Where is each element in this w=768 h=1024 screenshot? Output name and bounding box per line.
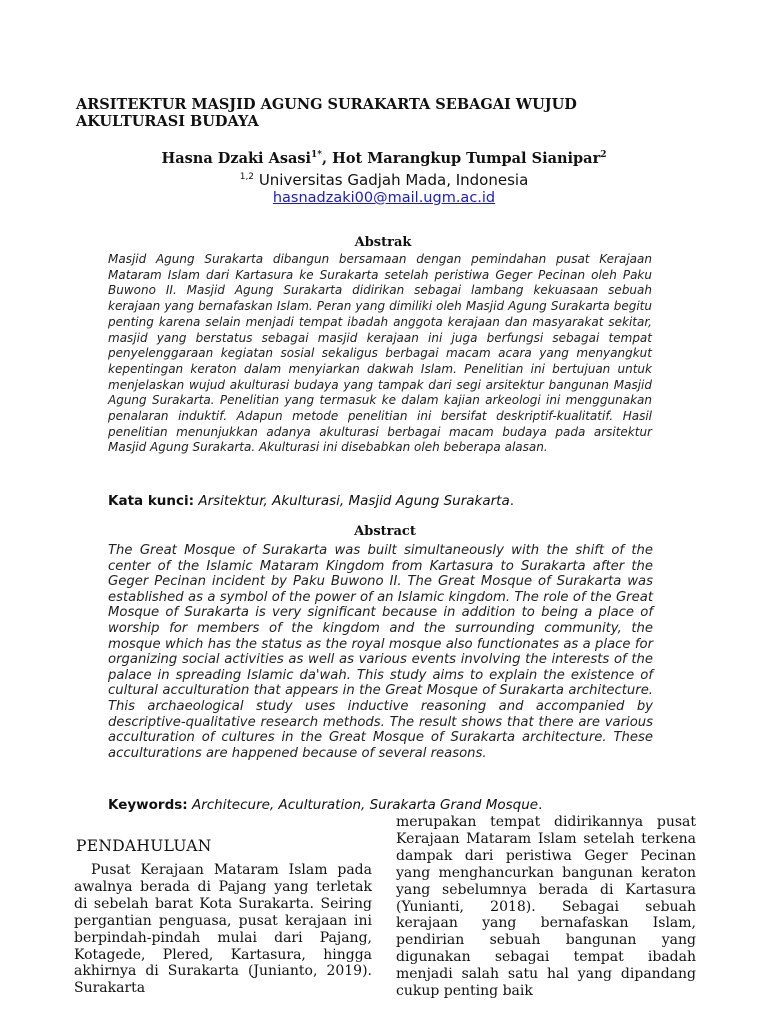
author-line [0,150,768,168]
author-separator: , [322,150,333,167]
kata-kunci [108,493,668,510]
abstract-body: The Great Mosque of Surakarta was built simultaneously with the shift of the center of the Islamic Mataram Kingdom from Kartasura to Surakarta after the Geger Pecinan incident by Paku Buwono II. The Great Mosque of Surakarta was established as a symbol of the power of an Islamic kingdom. The role of the Great Mosque of Surakarta is very significant because in addition to being a place of worship for members of the kingdom and the surrounding community, the mosque which has the status as the royal mosque also functionates as a place for organizing social activities as well as various events involving the interests of the palace in spreading Islamic da'wah. This study aims to explain the existence of cultural acculturation that appears in the Great Mosque of Surakarta architecture. This archaeological study uses inductive reasoning and accompanied by descriptive-qualitative research methods. The result shows that there are various acculturation of cultures in the Great Mosque of Surakarta architecture. These acculturations are happened because of several reasons. [108,543,653,761]
affiliation-superscript: 1,2 [239,172,255,182]
author-2-superscript: 2 [600,150,607,161]
email-line [0,189,768,207]
email-link[interactable]: hasnadzaki00@mail.ugm.ac.id [272,190,496,206]
intro-right-column: merupakan tempat didirikannya pusat Kerajaan Mataram Islam setelah terkena dampak dari peristiwa Geger Pecinan yang menghancurkan bangunan keraton yang sebelumnya berada di Kartasura (Yunianti, 2018). Sebagai sebuah kerajaan yang bernafaskan Islam, pendirian sebuah bangunan yang digunakan sebagai tempat ibadah menjadi salah satu hal yang dipandang cukup penting baik [396,814,696,1000]
abstrak-body: Masjid Agung Surakarta dibangun bersamaan dengan pemindahan pusat Kerajaan Mataram Islam dari Kartasura ke Surakarta setelah peristiwa Geger Pecinan oleh Paku Buwono II. Masjid Agung Surakarta didirikan sebagai lambang kekuasaan sebuah kerajaan yang bernafaskan Islam. Peran yang dimiliki oleh Masjid Agung Surakarta begitu penting karena selain menjadi tempat ibadah anggota kerajaan dan masyarakat sekitar, masjid yang berstatus sebagai masjid kerajaan ini juga berfungsi sebagai tempat penyelenggaraan kegiatan sosial sekaligus berbagai macam acara yang menyangkut kepentingan keraton dalam menyiarkan dakwah Islam. Penelitian ini bertujuan untuk menjelaskan wujud akulturasi budaya yang tampak dari segi arsitektur bangunan Masjid Agung Surakarta. Penelitian yang termasuk ke dalam kajian arkeologi ini menggunakan penalaran induktif. Adapun metode penelitian ini bersifat deskriptif-kualitatif. Hasil penelitian menunjukkan adanya akulturasi berbagai macam budaya pada arsitektur Masjid Agung Surakarta. Akulturasi ini disebabkan oleh beberapa alasan. [108,252,652,455]
abstract-heading: Abstract [354,524,416,539]
kata-kunci-end: . [509,493,515,509]
affiliation-text: Universitas Gadjah Mada, Indonesia [254,171,529,189]
affiliation [0,171,768,189]
section-heading-pendahuluan: PENDAHULUAN [76,837,212,855]
keywords-end: . [538,797,543,813]
keywords-values: Architecure, Aculturation, Surakarta Grand Mosque [187,797,539,813]
author-1: Hasna Dzaki Asasi [161,150,312,167]
author-2: Hot Marangkup Tumpal Sianipar [332,150,601,167]
paper-title: ARSITEKTUR MASJID AGUNG SURAKARTA SEBAGAI WUJUD AKULTURASI BUDAYA [76,96,577,130]
author-1-superscript: 1* [311,150,323,161]
abstrak-heading: Abstrak [354,235,412,250]
intro-left-column: Pusat Kerajaan Mataram Islam pada awalnya berada di Pajang yang terletak di sebelah barat Kota Surakarta. Seiring pergantian penguasa, pusat kerajaan ini berpindah-pindah mulai dari Pajang, Kotagede, Plered, Kartasura, hingga akhirnya di Surakarta (Junianto, 2019). Surakarta [74,862,372,997]
keywords [108,797,668,814]
keywords-label: Keywords: [108,797,188,813]
kata-kunci-values: Arsitektur, Akulturasi, Masjid Agung Surakarta [194,493,510,509]
kata-kunci-label: Kata kunci: [108,493,195,509]
